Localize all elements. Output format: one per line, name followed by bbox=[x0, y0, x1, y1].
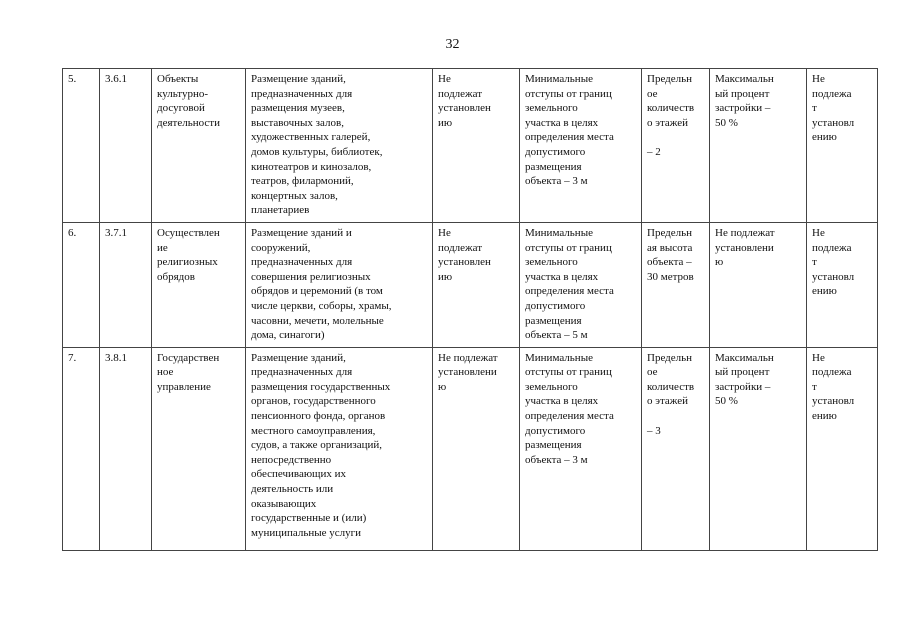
other-params-cell: Не подлежа т установл ению bbox=[807, 347, 878, 550]
coverage-cell: Максимальн ый процент застройки – 50 % bbox=[710, 347, 807, 550]
other-params-cell: Не подлежа т установл ению bbox=[807, 222, 878, 347]
use-name-cell: Объекты культурно- досуговой деятельности bbox=[152, 69, 246, 223]
plot-size-cell: Не подлежат установлен ию bbox=[433, 69, 520, 223]
setbacks-cell: Минимальные отступы от границ земельного участка в целях определения места допустимого размещения объекта – 3 м bbox=[520, 347, 642, 550]
use-code-cell: 3.6.1 bbox=[100, 69, 152, 223]
table-row bbox=[63, 69, 878, 223]
other-params-cell: Не подлежа т установл ению bbox=[807, 69, 878, 223]
land-use-table bbox=[62, 68, 878, 551]
page-number: 32 bbox=[445, 37, 460, 52]
row-number-cell: 6. bbox=[63, 222, 100, 347]
use-description-cell: Размещение зданий и сооружений, предназначенных для совершения религиозных обрядов и церемоний (в том числе церкви, соборы, храмы, часовни, мечети, молельные дома, синагоги) bbox=[246, 222, 433, 347]
use-code-cell: 3.7.1 bbox=[100, 222, 152, 347]
setbacks-cell: Минимальные отступы от границ земельного участка в целях определения места допустимого размещения объекта – 5 м bbox=[520, 222, 642, 347]
coverage-cell: Максимальн ый процент застройки – 50 % bbox=[710, 69, 807, 223]
use-description-cell: Размещение зданий, предназначенных для размещения государственных органов, государственного пенсионного фонда, органов местного самоуправления, судов, а также организаций, непосредственно обеспечивающих их деятельность или оказывающих государственные и (или) муниципальные услуги bbox=[246, 347, 433, 550]
height-limit-cell: Предельн ая высота объекта – 30 метров bbox=[642, 222, 710, 347]
row-number-cell: 7. bbox=[63, 347, 100, 550]
height-limit-cell: Предельн ое количеств о этажей – 2 bbox=[642, 69, 710, 223]
height-limit-cell: Предельн ое количеств о этажей – 3 bbox=[642, 347, 710, 550]
coverage-cell: Не подлежат установлени ю bbox=[710, 222, 807, 347]
setbacks-cell: Минимальные отступы от границ земельного участка в целях определения места допустимого размещения объекта – 3 м bbox=[520, 69, 642, 223]
table-row bbox=[63, 222, 878, 347]
use-name-cell: Осуществлен ие религиозных обрядов bbox=[152, 222, 246, 347]
row-number-cell: 5. bbox=[63, 69, 100, 223]
use-code-cell: 3.8.1 bbox=[100, 347, 152, 550]
plot-size-cell: Не подлежат установлен ию bbox=[433, 222, 520, 347]
use-name-cell: Государствен ное управление bbox=[152, 347, 246, 550]
table-row bbox=[63, 347, 878, 550]
use-description-cell: Размещение зданий, предназначенных для размещения музеев, выставочных залов, художественных галерей, домов культуры, библиотек, кинотеатров и кинозалов, театров, филармоний, концертных залов, планетариев bbox=[246, 69, 433, 223]
plot-size-cell: Не подлежат установлени ю bbox=[433, 347, 520, 550]
